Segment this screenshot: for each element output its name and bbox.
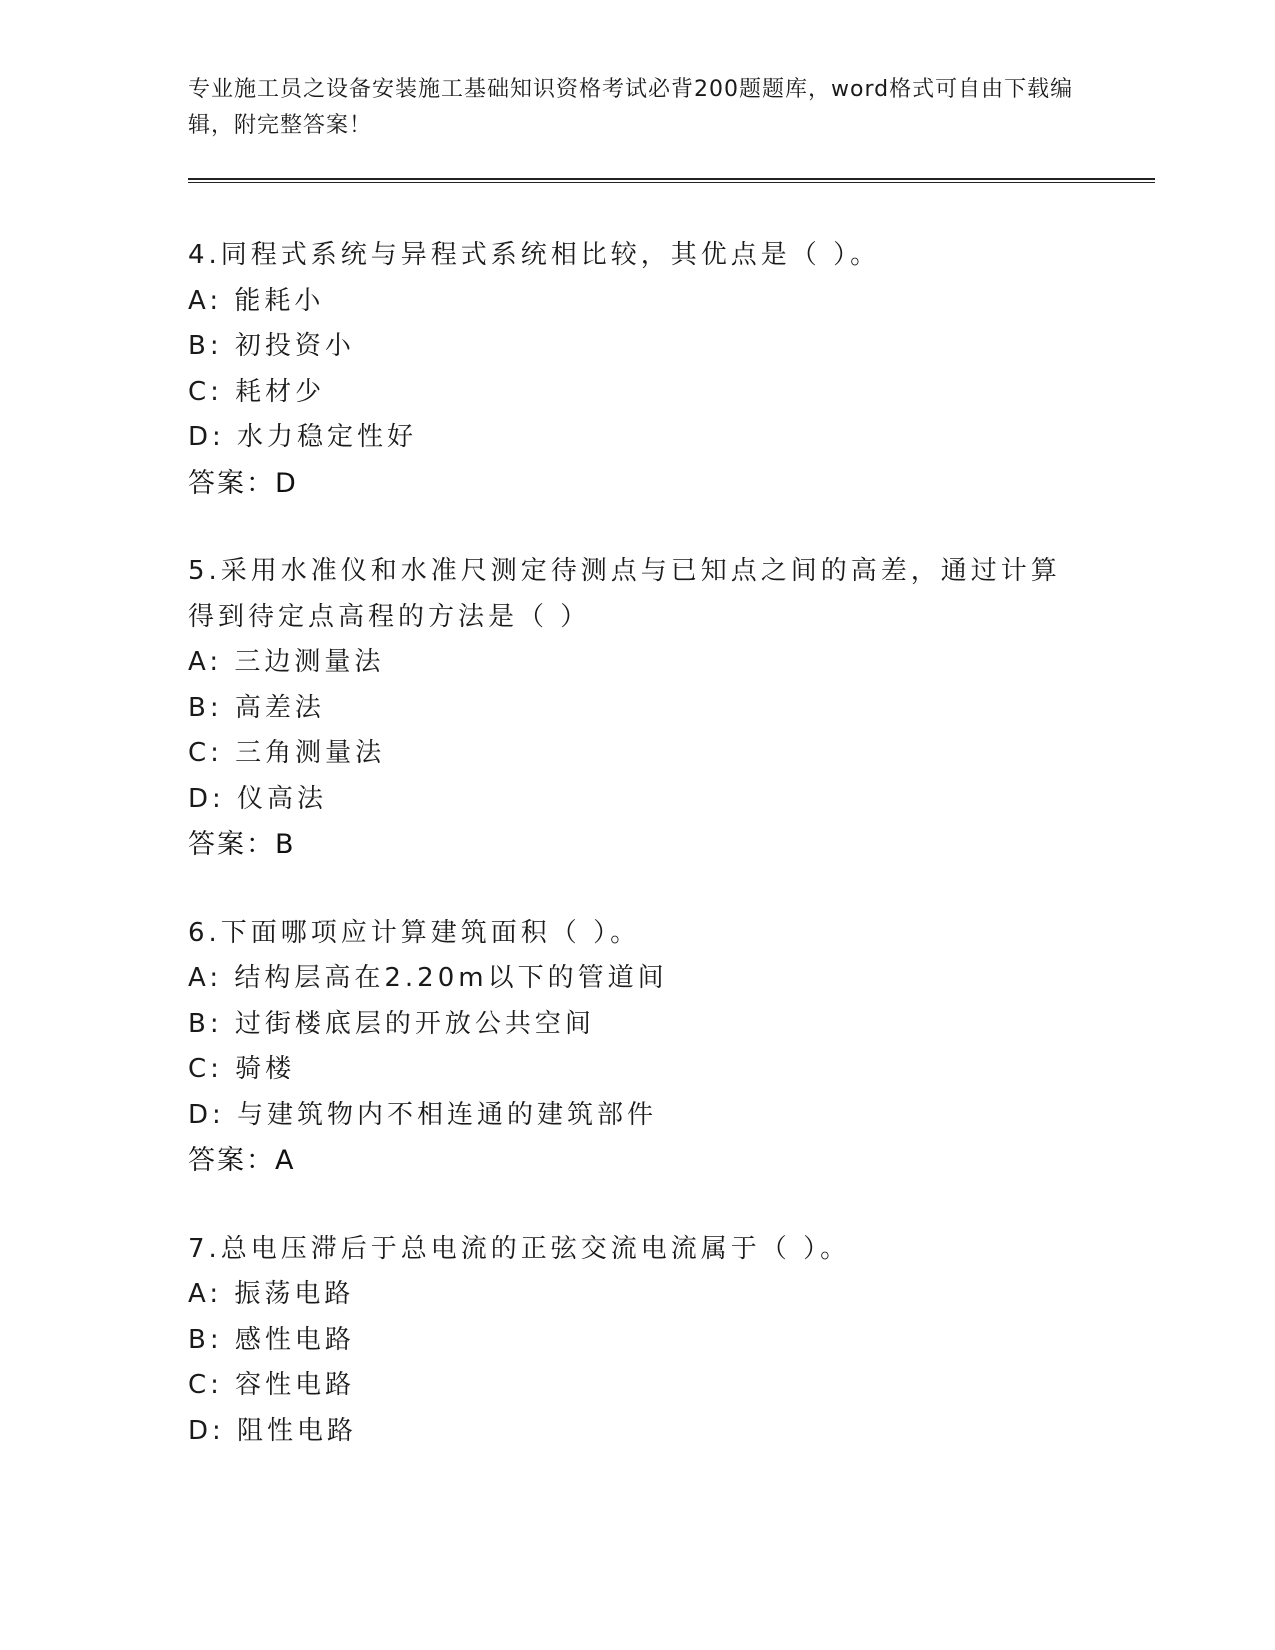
answer: 答案：A xyxy=(188,1145,296,1176)
question-5 xyxy=(188,549,1088,868)
option-d: D: 水力稳定性好 xyxy=(188,422,418,452)
option-b: B: 过街楼底层的开放公共空间 xyxy=(188,1008,595,1039)
question-4 xyxy=(188,233,1088,506)
question-stem: 5.采用水准仪和水准尺测定待测点与已知点之间的高差，通过计算得到待定点高程的方法是（ ） xyxy=(188,556,1061,632)
answer: 答案：B xyxy=(188,829,296,860)
option-d: D: 仪高法 xyxy=(188,783,328,814)
option-b: B: 高差法 xyxy=(188,692,325,723)
option-c: C: 耗材少 xyxy=(188,376,326,407)
header-divider-thin xyxy=(188,182,1155,183)
question-list xyxy=(188,233,1088,1497)
option-d: D: 阻性电路 xyxy=(188,1415,358,1446)
option-c: C: 骑楼 xyxy=(188,1054,296,1084)
header-divider xyxy=(188,178,1155,180)
option-d: D: 与建筑物内不相连通的建筑部件 xyxy=(188,1099,658,1130)
option-a: A: 三边测量法 xyxy=(188,647,385,677)
option-c: C: 容性电路 xyxy=(188,1370,356,1400)
question-stem: 4.同程式系统与异程式系统相比较，其优点是（ ）。 xyxy=(188,240,881,270)
question-stem: 7.总电压滞后于总电流的正弦交流电流属于（ ）。 xyxy=(188,1233,851,1264)
question-stem: 6.下面哪项应计算建筑面积（ ）。 xyxy=(188,917,641,948)
answer: 答案：D xyxy=(188,467,298,499)
option-a: A: 结构层高在2.20m以下的管道间 xyxy=(188,963,668,993)
question-7 xyxy=(188,1227,1088,1455)
option-b: B: 初投资小 xyxy=(188,331,355,361)
document-header: 专业施工员之设备安装施工基础知识资格考试必背200题题库，word格式可自由下载编辑，附完整答案！ xyxy=(188,77,1074,138)
option-a: A: 能耗小 xyxy=(188,285,325,316)
question-6 xyxy=(188,911,1088,1184)
option-a: A: 振荡电路 xyxy=(188,1279,355,1309)
option-c: C: 三角测量法 xyxy=(188,738,386,768)
option-b: B: 感性电路 xyxy=(188,1324,355,1355)
